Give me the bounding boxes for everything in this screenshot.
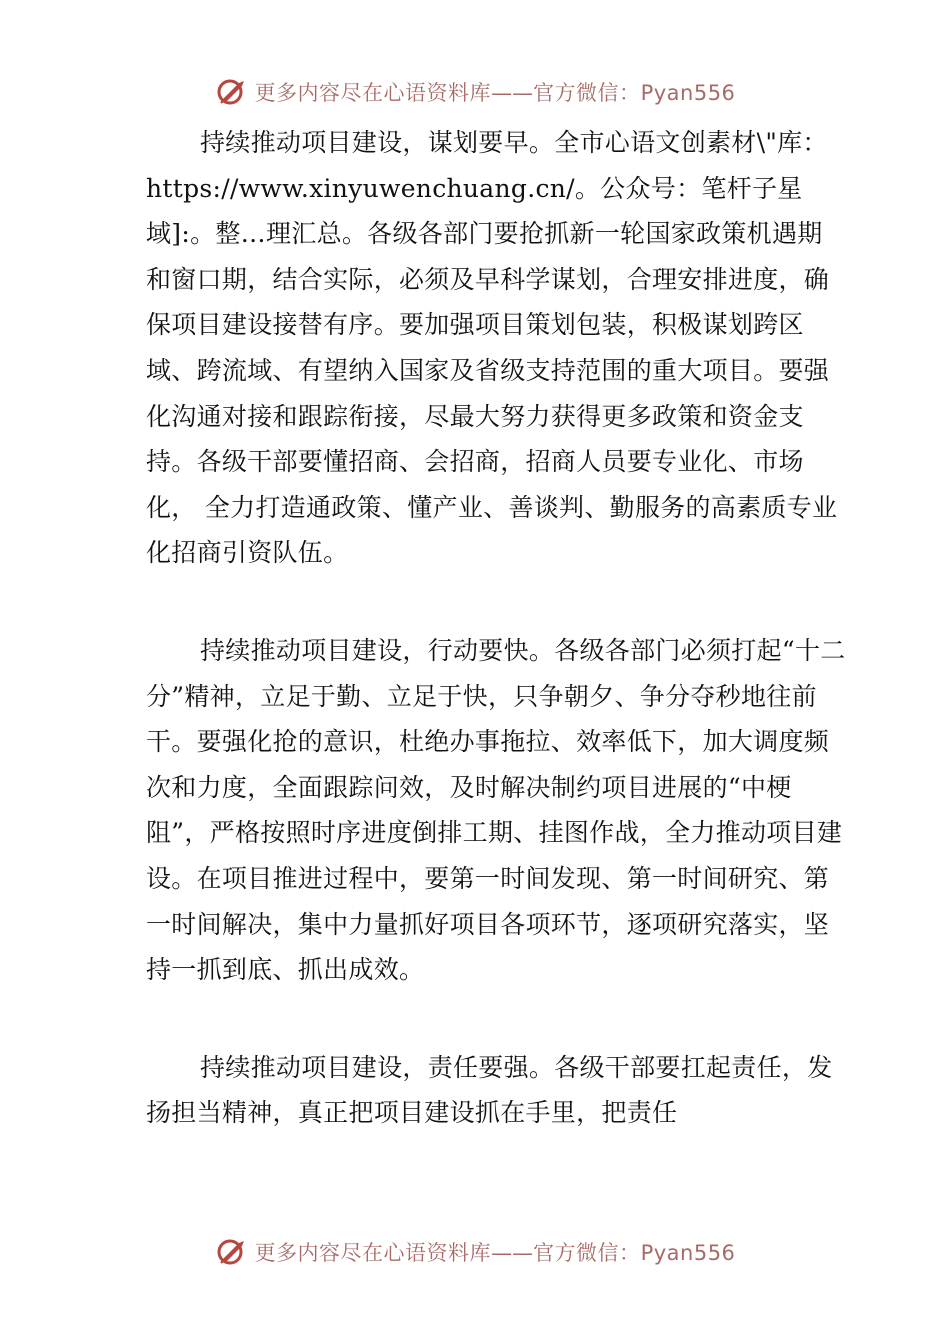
document-body	[146, 120, 846, 1188]
paragraph-3: 持续推动项目建设，责任要强。各级干部要扛起责任，发扬担当精神，真正把项目建设抓在手里，把责任	[146, 1052, 833, 1128]
header-wechat-label: 官方微信：	[533, 81, 641, 105]
footer-text	[255, 1237, 736, 1267]
header-banner	[0, 72, 950, 112]
pen-logo-icon	[215, 1235, 249, 1269]
footer-wechat-label: 官方微信：	[533, 1241, 641, 1265]
footer-dash: ——	[491, 1241, 534, 1265]
header-text	[255, 77, 736, 107]
paragraph-1: 持续推动项目建设，谋划要早。全市心语文创素材\"库：https://www.xinyuwenchuang.cn/。公众号：笔杆子星域]:。整…理汇总。各级各部门要抢抓新一轮国家政策机遇期和窗口期，结合实际，必须及早科学谋划，合理安排进度，确保项目建设接替有序。要加强项目策划包装，积极谋划跨区域、跨流域、有望纳入国家及省级支持范围的重大项目。要强化沟通对接和跟踪衔接，尽最大努力获得更多政策和资金支持。各级干部要懂招商、会招商，招商人员要专业化、市场化， 全力打造通政策、懂产业、善谈判、勤服务的高素质专业化招商引资队伍。	[146, 128, 838, 568]
pen-logo-icon	[215, 75, 249, 109]
paragraph-2: 持续推动项目建设，行动要快。各级各部门必须打起“十二分”精神，立足于勤、立足于快，只争朝夕、争分夺秒地往前干。要强化抢的意识，杜绝办事拖拉、效率低下，加大调度频次和力度，全面跟踪问效，及时解决制约项目进展的“中梗阻”，严格按照时序进度倒排工期、挂图作战，全力推动项目建设。在项目推进过程中，要第一时间发现、第一时间研究、第一时间解决，集中力量抓好项目各项环节，逐项研究落实，坚持一抓到底、抓出成效。	[146, 635, 846, 985]
header-site: 更多内容尽在心语资料库	[254, 81, 492, 105]
header-dash: ——	[491, 81, 534, 105]
header-wechat-id: Pyan556	[640, 81, 736, 105]
footer-banner	[0, 1232, 950, 1272]
footer-site: 更多内容尽在心语资料库	[254, 1241, 492, 1265]
footer-wechat-id: Pyan556	[640, 1241, 736, 1265]
